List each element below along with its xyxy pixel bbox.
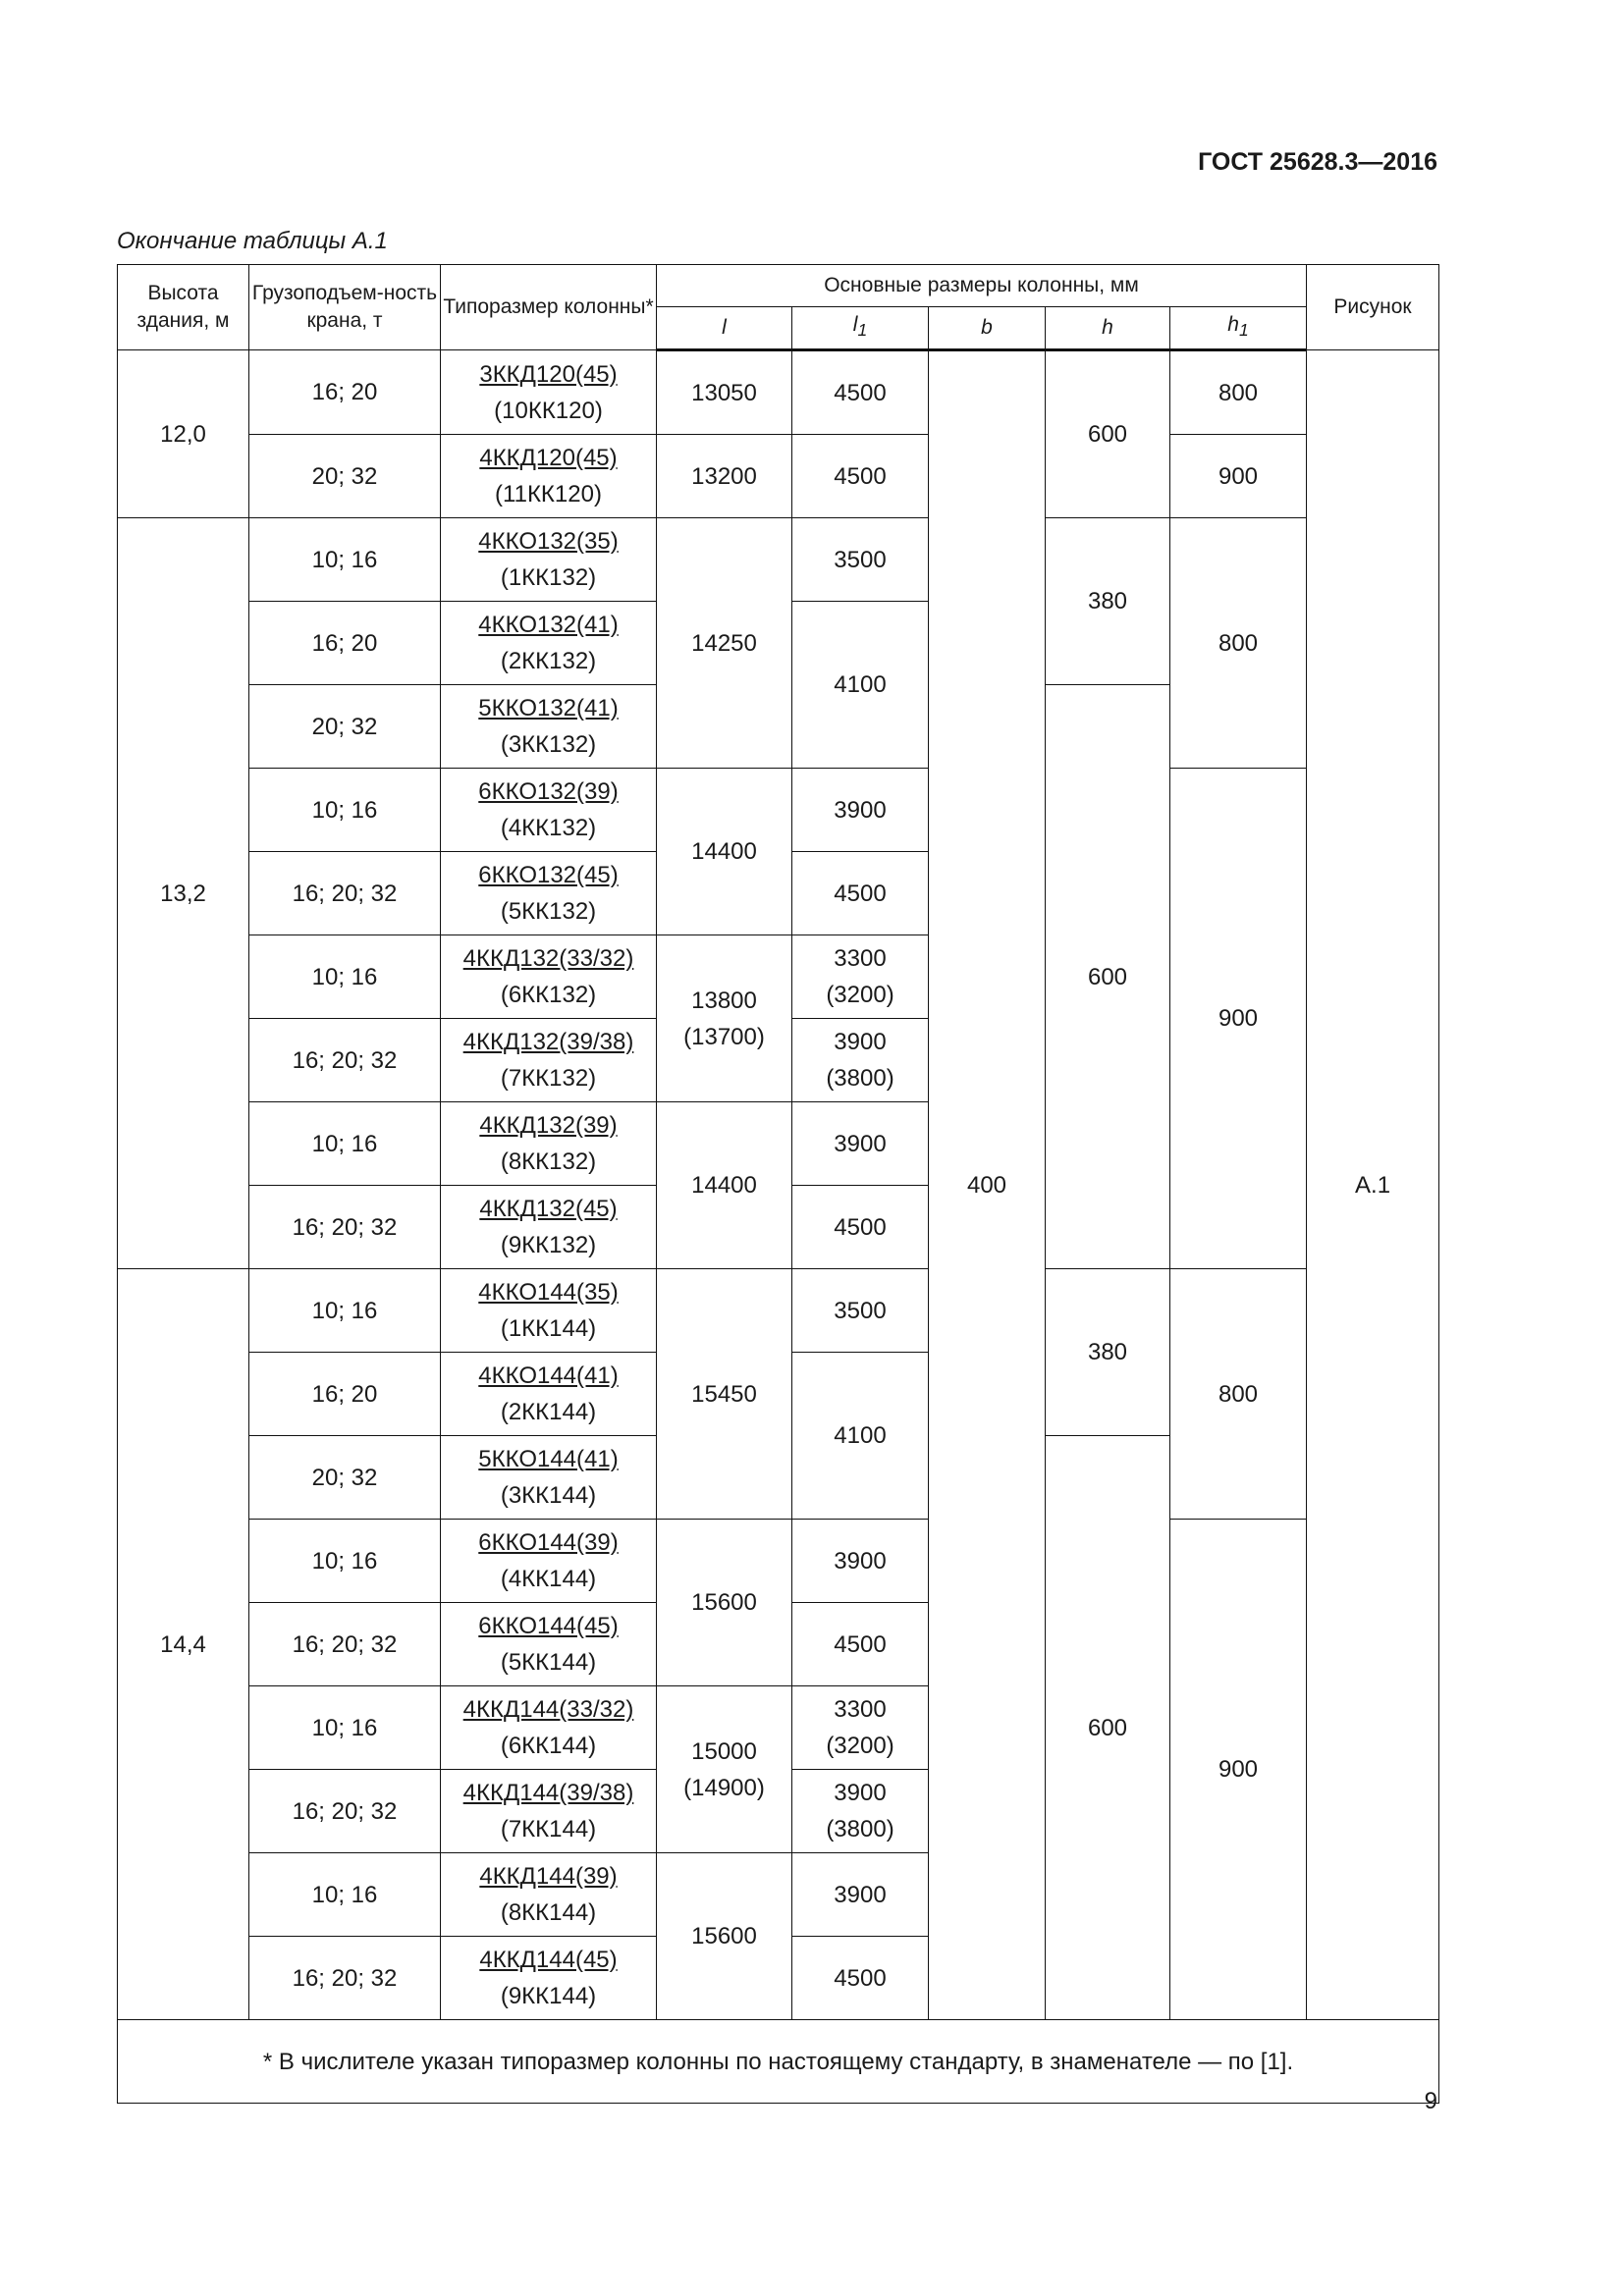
type-cell: 5ККО132(41) (3КК132) bbox=[441, 685, 657, 769]
type-cell: 6ККО144(39) (4КК144) bbox=[441, 1520, 657, 1603]
header-dimensions: Основные размеры колонны, мм bbox=[657, 265, 1307, 307]
page-number: 9 bbox=[1424, 2088, 1437, 2114]
l1-cell: 3900 (3800) bbox=[792, 1770, 929, 1853]
standard-header: ГОСТ 25628.3—2016 bbox=[1198, 148, 1437, 176]
header-b: b bbox=[929, 307, 1046, 350]
l-cell: 13050 bbox=[657, 350, 792, 435]
type-cell: 4ККО132(35) (1КК132) bbox=[441, 518, 657, 602]
h-cell: 600 bbox=[1046, 350, 1170, 518]
capacity-cell: 10; 16 bbox=[249, 769, 441, 852]
type-cell: 4ККД132(39/38) (7КК132) bbox=[441, 1019, 657, 1102]
capacity-cell: 20; 32 bbox=[249, 1436, 441, 1520]
h-cell: 600 bbox=[1046, 1436, 1170, 2020]
l1-cell: 3900 (3800) bbox=[792, 1019, 929, 1102]
capacity-cell: 20; 32 bbox=[249, 685, 441, 769]
l-cell: 15450 bbox=[657, 1269, 792, 1520]
h-cell: 380 bbox=[1046, 518, 1170, 685]
type-cell: 4ККО144(35) (1КК144) bbox=[441, 1269, 657, 1353]
h1-cell: 800 bbox=[1170, 1269, 1307, 1520]
type-cell: 3ККД120(45) (10КК120) bbox=[441, 350, 657, 435]
l-cell: 13800 (13700) bbox=[657, 935, 792, 1102]
footnote: * В числителе указан типоразмер колонны по настоящему стандарту, в знаменателе — по [1]. bbox=[118, 2020, 1439, 2104]
table-row bbox=[118, 518, 1439, 602]
l-cell: 15600 bbox=[657, 1520, 792, 1686]
type-cell: 4ККД132(39) (8КК132) bbox=[441, 1102, 657, 1186]
table-row bbox=[118, 350, 1439, 435]
capacity-cell: 16; 20; 32 bbox=[249, 1937, 441, 2020]
l1-cell: 3300 (3200) bbox=[792, 1686, 929, 1770]
capacity-cell: 16; 20 bbox=[249, 602, 441, 685]
capacity-cell: 16; 20; 32 bbox=[249, 1770, 441, 1853]
capacity-cell: 16; 20 bbox=[249, 350, 441, 435]
capacity-cell: 10; 16 bbox=[249, 1686, 441, 1770]
header-h: h bbox=[1046, 307, 1170, 350]
l1-cell: 4500 bbox=[792, 1186, 929, 1269]
type-cell: 4ККО144(41) (2КК144) bbox=[441, 1353, 657, 1436]
height-cell: 13,2 bbox=[118, 518, 249, 1269]
capacity-cell: 10; 16 bbox=[249, 1853, 441, 1937]
h-cell: 600 bbox=[1046, 685, 1170, 1269]
capacity-cell: 10; 16 bbox=[249, 1520, 441, 1603]
header-capacity: Грузоподъем-ность крана, т bbox=[249, 265, 441, 350]
l1-cell: 4500 bbox=[792, 1603, 929, 1686]
l-cell: 15600 bbox=[657, 1853, 792, 2020]
l1-cell: 3900 bbox=[792, 769, 929, 852]
header-type: Типоразмер колонны* bbox=[441, 265, 657, 350]
l1-cell: 4500 bbox=[792, 435, 929, 518]
header-figure: Рисунок bbox=[1307, 265, 1439, 350]
l1-cell: 4500 bbox=[792, 350, 929, 435]
type-cell: 6ККО132(39) (4КК132) bbox=[441, 769, 657, 852]
h1-cell: 900 bbox=[1170, 435, 1307, 518]
header-l: l bbox=[657, 307, 792, 350]
capacity-cell: 16; 20 bbox=[249, 1353, 441, 1436]
columns-table bbox=[117, 264, 1439, 2104]
type-cell: 4ККД144(45) (9КК144) bbox=[441, 1937, 657, 2020]
capacity-cell: 10; 16 bbox=[249, 518, 441, 602]
l1-cell: 4100 bbox=[792, 602, 929, 769]
capacity-cell: 16; 20; 32 bbox=[249, 1603, 441, 1686]
l1-cell: 4100 bbox=[792, 1353, 929, 1520]
type-cell: 5ККО144(41) (3КК144) bbox=[441, 1436, 657, 1520]
h-cell: 380 bbox=[1046, 1269, 1170, 1436]
l-cell: 15000 (14900) bbox=[657, 1686, 792, 1853]
h1-cell: 900 bbox=[1170, 769, 1307, 1269]
l1-cell: 3500 bbox=[792, 1269, 929, 1353]
type-cell: 6ККО144(45) (5КК144) bbox=[441, 1603, 657, 1686]
l1-cell: 3900 bbox=[792, 1520, 929, 1603]
l-cell: 14400 bbox=[657, 769, 792, 935]
type-cell: 4ККД144(39/38) (7КК144) bbox=[441, 1770, 657, 1853]
l-cell: 14400 bbox=[657, 1102, 792, 1269]
capacity-cell: 10; 16 bbox=[249, 1269, 441, 1353]
l1-cell: 4500 bbox=[792, 852, 929, 935]
type-cell: 4ККД144(33/32) (6КК144) bbox=[441, 1686, 657, 1770]
l1-cell: 3300 (3200) bbox=[792, 935, 929, 1019]
type-cell: 4ККО132(41) (2КК132) bbox=[441, 602, 657, 685]
type-cell: 4ККД132(45) (9КК132) bbox=[441, 1186, 657, 1269]
capacity-cell: 16; 20; 32 bbox=[249, 1186, 441, 1269]
height-cell: 14,4 bbox=[118, 1269, 249, 2020]
type-cell: 4ККД132(33/32) (6КК132) bbox=[441, 935, 657, 1019]
h1-cell: 800 bbox=[1170, 518, 1307, 769]
footnote-row bbox=[118, 2020, 1439, 2104]
b-cell: 400 bbox=[929, 350, 1046, 2020]
type-cell: 4ККД144(39) (8КК144) bbox=[441, 1853, 657, 1937]
l1-cell: 3500 bbox=[792, 518, 929, 602]
table-row bbox=[118, 435, 1439, 518]
height-cell: 12,0 bbox=[118, 350, 249, 518]
l1-cell: 3900 bbox=[792, 1102, 929, 1186]
capacity-cell: 16; 20; 32 bbox=[249, 852, 441, 935]
type-cell: 6ККО132(45) (5КК132) bbox=[441, 852, 657, 935]
header-h1: $h_1$ bbox=[1170, 307, 1307, 350]
capacity-cell: 16; 20; 32 bbox=[249, 1019, 441, 1102]
table-row bbox=[118, 1269, 1439, 1353]
h1-cell: 800 bbox=[1170, 350, 1307, 435]
header-l1: $l_1$ bbox=[792, 307, 929, 350]
table-row bbox=[118, 1520, 1439, 1603]
table-row bbox=[118, 769, 1439, 852]
header-height: Высота здания, м bbox=[118, 265, 249, 350]
l-cell: 14250 bbox=[657, 518, 792, 769]
capacity-cell: 20; 32 bbox=[249, 435, 441, 518]
h1-cell: 900 bbox=[1170, 1520, 1307, 2020]
capacity-cell: 10; 16 bbox=[249, 1102, 441, 1186]
l1-cell: 3900 bbox=[792, 1853, 929, 1937]
table-caption: Окончание таблицы А.1 bbox=[117, 228, 388, 254]
capacity-cell: 10; 16 bbox=[249, 935, 441, 1019]
l-cell: 13200 bbox=[657, 435, 792, 518]
l1-cell: 4500 bbox=[792, 1937, 929, 2020]
type-cell: 4ККД120(45) (11КК120) bbox=[441, 435, 657, 518]
figure-cell: А.1 bbox=[1307, 350, 1439, 2020]
